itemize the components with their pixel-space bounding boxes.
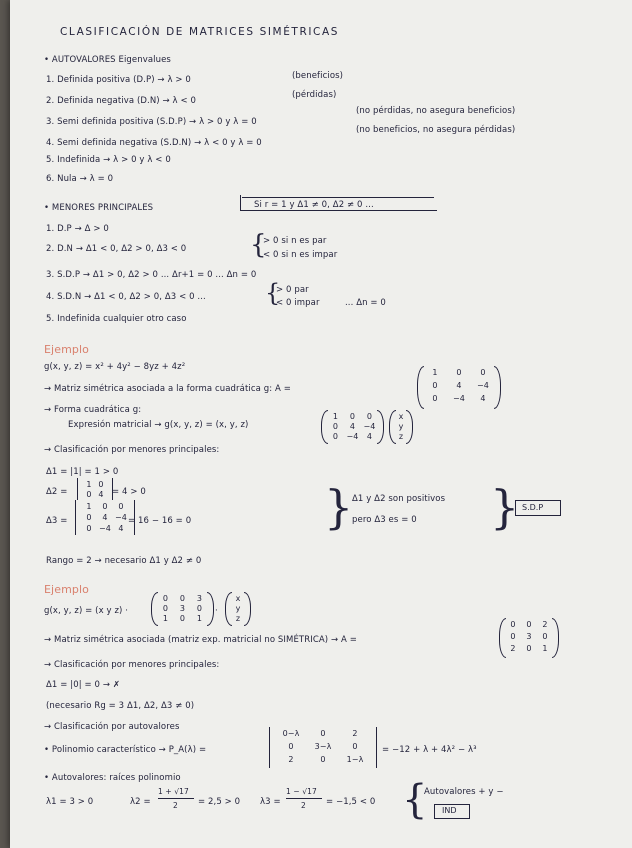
ejemplo2-delta1: Δ1 = |0| = 0 → ✗ [46, 680, 121, 690]
ejemplo1-concl2: pero Δ3 es = 0 [352, 515, 417, 525]
e1-vector-cell: z [398, 432, 404, 441]
e2-matrix-a-cell: 2 [510, 644, 516, 653]
ejemplo1-delta3-label: Δ3 = [46, 516, 68, 526]
e1-matrix-b-cell: 0 [366, 412, 373, 421]
ejemplo2-brace: { [402, 777, 428, 823]
note-sdp: (no pérdidas, no asegura beneficios) [356, 106, 516, 116]
e1-matrix-a-cell: 0 [432, 394, 438, 403]
e1-matrix-b-cell: 1 [332, 412, 339, 421]
e1-delta2-cell: 4 [98, 490, 104, 499]
e1-matrix-b-cell: 0 [349, 412, 356, 421]
ejemplo1-forma: → Forma cuadrática g: [44, 405, 142, 415]
ejemplo2-lambda3-den: 2 [301, 801, 306, 810]
autovalor-item-2: 2. Definida negativa (D.N) → λ < 0 [46, 96, 196, 106]
e2-matrix-a-cell: 0 [510, 620, 516, 629]
e2-poly-cell: 0 [352, 742, 358, 751]
ejemplo2-raices: • Autovalores: raíces polinomio [44, 773, 181, 783]
e1-matrix-b-cell: −4 [363, 422, 376, 431]
e2-matrix-m-cell: 0 [196, 604, 203, 613]
notebook-page [10, 0, 632, 848]
e1-matrix-a-cell: 0 [456, 368, 462, 377]
e2-poly-cell: 2 [288, 755, 294, 764]
e2-poly-cell: 0 [320, 729, 326, 738]
e1-matrix-b-cell: −4 [346, 432, 359, 441]
ejemplo2-lambda3-fracline [286, 798, 322, 799]
e2-vector-cell: y [235, 604, 241, 613]
ejemplo2-dot: · [215, 606, 218, 616]
e2-vector-cell: x [235, 594, 241, 603]
menor-item-1: 1. D.P → Δ > 0 [46, 224, 109, 234]
ejemplo2-function: g(x, y, z) = (x y z) · [44, 606, 129, 616]
e2-poly-cell: 3−λ [314, 742, 332, 751]
note-sdn: (no beneficios, no asegura pérdidas) [356, 125, 516, 135]
e2-matrix-a-paren-right [552, 618, 559, 658]
brace4-top: > 0 par [276, 285, 309, 295]
ejemplo1-delta2-value: = 4 > 0 [112, 487, 146, 497]
autovalor-item-6: 6. Nula → λ = 0 [46, 174, 114, 184]
e1-matrix-b-cell: 4 [366, 432, 373, 441]
brace4-bottom: < 0 impar [276, 298, 320, 308]
ejemplo2-lambda2-den: 2 [173, 801, 178, 810]
e2-matrix-a-cell: 0 [542, 632, 548, 641]
ejemplo1-expresion: Expresión matricial → g(x, y, z) = (x, y, z) [68, 420, 249, 430]
brace-2: { [250, 230, 267, 260]
e1-matrix-a-cell: 1 [432, 368, 438, 377]
ejemplo1-result: S.D.P [522, 503, 544, 512]
e1-matrix-a-cell: 4 [480, 394, 486, 403]
menor-item-5: 5. Indefinida cualquier otro caso [46, 314, 187, 324]
e1-delta2-cell: 0 [86, 490, 92, 499]
e1-delta3-cell: 4 [118, 524, 124, 533]
e1-matrix-b-cell: 4 [349, 422, 356, 431]
ejemplo1-clasif: → Clasificación por menores principales: [44, 445, 220, 455]
e2-matrix-a-cell: 3 [526, 632, 532, 641]
e2-matrix-m-cell: 3 [196, 594, 203, 603]
e1-matrix-a-cell: −4 [453, 394, 465, 403]
brace2-top: > 0 si n es par [263, 236, 327, 246]
menor-item-2: 2. D.N → Δ1 < 0, Δ2 > 0, Δ3 < 0 [46, 244, 187, 254]
ejemplo1-vector [388, 410, 414, 444]
e1-delta2-bar-left [77, 478, 78, 500]
ejemplo2-lambda3-value: = −1,5 < 0 [326, 797, 376, 807]
autovalor-item-1: 1. Definida positiva (D.P) → λ > 0 [46, 75, 191, 85]
e1-delta3-bar-left [75, 500, 76, 535]
e2-matrix-m-paren-right [207, 592, 214, 626]
autovalor-item-4: 4. Semi definida negativa (S.D.N) → λ < 0 y λ = 0 [46, 138, 262, 148]
ejemplo2-lambda2-fracline [158, 798, 194, 799]
ejemplo2-lambda3-num: 1 − √17 [286, 787, 317, 796]
e2-matrix-m-cell: 1 [162, 614, 169, 623]
boxed-note-topline [242, 197, 434, 198]
e2-poly-cell: 2 [352, 729, 358, 738]
ejemplo2-vector [224, 592, 252, 626]
ejemplo2-poly-left: • Polinomio característico → P_A(λ) = [44, 745, 207, 755]
ejemplo2-poly-right: = −12 + λ + 4λ² − λ³ [382, 745, 477, 755]
e1-delta3-cell: 0 [86, 524, 92, 533]
e1-matrix-b-cell: 0 [332, 422, 339, 431]
e1-vector-cell: x [398, 412, 404, 421]
autovalor-item-3: 3. Semi definida positiva (S.D.P) → λ > 0 y λ = 0 [46, 117, 257, 127]
ejemplo2-poly-matrix [268, 727, 378, 770]
e2-matrix-m-cell: 0 [162, 604, 169, 613]
e1-delta3-cell: 1 [86, 502, 92, 511]
e2-vector-paren-right [244, 592, 251, 626]
e1-delta3-cell: 0 [118, 502, 124, 511]
ejemplo2-heading: Ejemplo [44, 583, 89, 596]
e1-delta3-cell: 0 [86, 513, 92, 522]
ejemplo1-heading: Ejemplo [44, 343, 89, 356]
e1-delta2-cell: 1 [86, 480, 92, 489]
e2-poly-bar-left [269, 727, 270, 768]
ejemplo2-clasif: → Clasificación por menores principales: [44, 660, 220, 670]
boxed-note: Si r = 1 y Δ1 ≠ 0, Δ2 ≠ 0 ... [254, 200, 374, 210]
e2-poly-cell: 0 [288, 742, 294, 751]
ejemplo2-matrix-A [498, 618, 560, 658]
item4-tail: ... Δn = 0 [345, 298, 386, 308]
ejemplo1-brace-right: } [490, 480, 520, 534]
e2-matrix-a-cell: 2 [542, 620, 548, 629]
e1-delta2-cell: 0 [98, 480, 104, 489]
ejemplo2-lambda2-value: = 2,5 > 0 [198, 797, 241, 807]
ejemplo2-lambda1: λ1 = 3 > 0 [46, 797, 94, 807]
ejemplo1-matrix-A [416, 366, 502, 409]
e2-matrix-a-cell: 0 [526, 620, 532, 629]
ejemplo1-delta2-label: Δ2 = [46, 487, 68, 497]
e2-matrix-m-cell: 1 [196, 614, 203, 623]
menores-heading: • MENORES PRINCIPALES [44, 203, 154, 213]
e1-delta3-cell: 4 [102, 513, 108, 522]
note-perdidas: (pérdidas) [292, 90, 337, 100]
e1-matrix-a-paren-right [494, 366, 501, 409]
e2-poly-cell: 0 [320, 755, 326, 764]
e1-matrix-a-cell: 0 [480, 368, 486, 377]
e1-matrix-a-cell: −4 [477, 381, 489, 390]
ejemplo2-matrix-M [150, 592, 215, 626]
e1-matrix-b-cell: 0 [332, 432, 339, 441]
note-beneficios: (beneficios) [292, 71, 344, 81]
e2-matrix-m-cell: 0 [179, 594, 186, 603]
menor-item-4: 4. S.D.N → Δ1 < 0, Δ2 > 0, Δ3 < 0 ... [46, 292, 206, 302]
ejemplo1-matrix-B [320, 410, 385, 444]
e2-matrix-m-cell: 0 [162, 594, 169, 603]
ejemplo1-delta3-value: = 16 − 16 = 0 [128, 516, 192, 526]
e2-matrix-a-cell: 0 [510, 632, 516, 641]
e1-delta3-cell: −4 [115, 513, 127, 522]
e2-matrix-a-cell: 0 [526, 644, 532, 653]
e1-delta3-cell: 0 [102, 502, 108, 511]
e1-matrix-a-cell: 0 [432, 381, 438, 390]
ejemplo2-lambda2-num: 1 + √17 [158, 787, 189, 796]
ejemplo1-delta2-matrix [76, 478, 114, 502]
brace-4: { [265, 279, 281, 307]
e2-matrix-a-cell: 1 [542, 644, 548, 653]
ejemplo2-assoc: → Matriz simétrica asociada (matriz exp. matricial no SIMÉTRICA) → A = [44, 635, 357, 645]
menor-item-3: 3. S.D.P → Δ1 > 0, Δ2 > 0 ... Δr+1 = 0 ... Δn = 0 [46, 270, 257, 280]
ejemplo2-final: Autovalores + y − [424, 787, 504, 797]
e1-vector-paren-right [406, 410, 413, 444]
e1-delta3-cell: −4 [99, 524, 111, 533]
e2-vector-cell: z [235, 614, 241, 623]
ejemplo1-brace-left: } [324, 480, 354, 534]
brace2-bottom: < 0 si n es impar [263, 250, 338, 260]
e1-matrix-a-cell: 4 [456, 381, 462, 390]
ejemplo2-lambda2-label: λ2 = [130, 797, 151, 807]
ejemplo2-result: IND [442, 806, 457, 815]
ejemplo2-lambda3-label: λ3 = [260, 797, 281, 807]
ejemplo1-matrix-line: → Matriz simétrica asociada a la forma cuadrática g: A = [44, 384, 291, 394]
e1-matrix-b-paren-right [377, 410, 384, 444]
ejemplo2-necesario: (necesario Rg = 3 Δ1, Δ2, Δ3 ≠ 0) [46, 701, 195, 711]
page-title: CLASIFICACIÓN DE MATRICES SIMÉTRICAS [60, 26, 340, 38]
autovalor-item-5: 5. Indefinida → λ > 0 y λ < 0 [46, 155, 171, 165]
ejemplo1-rango: Rango = 2 → necesario Δ1 y Δ2 ≠ 0 [46, 556, 202, 566]
ejemplo1-function: g(x, y, z) = x² + 4y² − 8yz + 4z² [44, 362, 186, 372]
autovalores-heading: • AUTOVALORES Eigenvalues [44, 55, 171, 65]
e2-poly-cell: 0−λ [282, 729, 300, 738]
ejemplo1-delta1: Δ1 = |1| = 1 > 0 [46, 467, 119, 477]
e2-matrix-m-cell: 3 [179, 604, 186, 613]
ejemplo1-concl1: Δ1 y Δ2 son positivos [352, 494, 446, 504]
e2-poly-cell: 1−λ [346, 755, 364, 764]
e1-vector-cell: y [398, 422, 404, 431]
ejemplo1-delta3-matrix [74, 500, 136, 537]
e2-matrix-m-cell: 0 [179, 614, 186, 623]
ejemplo2-autov: → Clasificación por autovalores [44, 722, 180, 732]
e2-poly-bar-right [376, 727, 377, 768]
